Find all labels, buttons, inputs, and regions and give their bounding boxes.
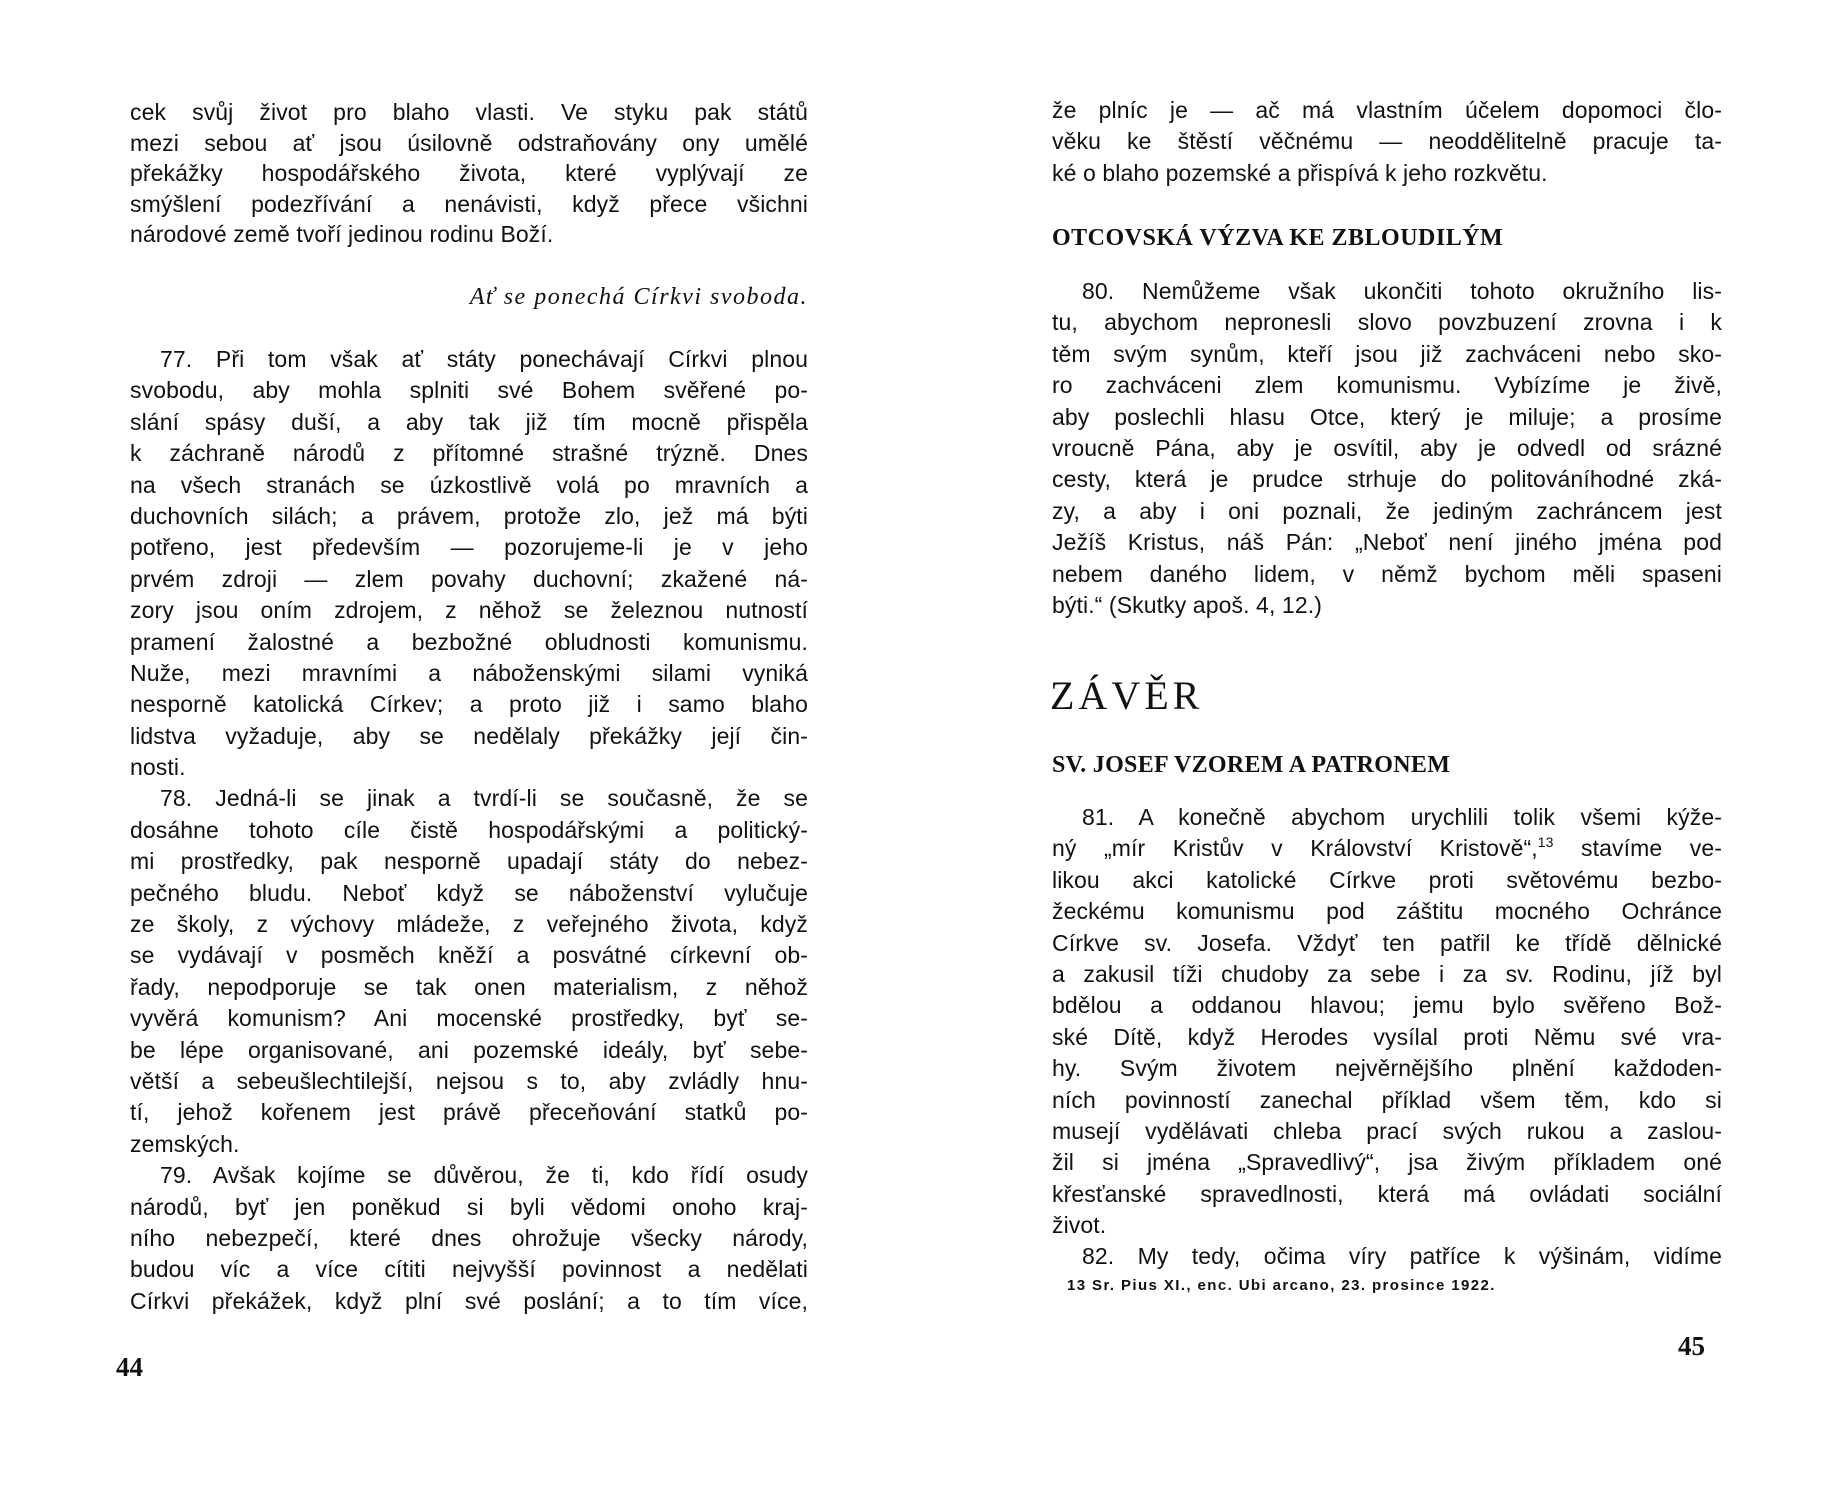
text-line: 78. Jedná-li se jinak a tvrdí-li se současně, že se — [160, 785, 808, 812]
text-line: pramení žalostné a bezbožné obludnosti komunismu. — [130, 628, 808, 655]
text-line: k záchraně národů z přítomné strašné trýzně. Dnes — [130, 440, 808, 467]
text-line: mezi sebou ať jsou úsilovně odstraňovány ony umělé — [130, 129, 808, 156]
text-line: aby poslechli hlasu Otce, který je miluje; a prosíme — [1052, 403, 1722, 430]
text-line: věku ke štěstí věčnému — neoddělitelně pracuje ta- — [1052, 128, 1722, 155]
text-line: slání spásy duší, a aby tak již tím mocně přispěla — [130, 408, 808, 435]
text-line: křesťanské spravedlnosti, která má ovládati sociální — [1052, 1180, 1722, 1207]
text-line: 77. Při tom však ať státy ponechávají Církvi plnou — [160, 346, 808, 372]
text-line: ný „mír Kristův v Království Kristově“,$^{13}$ stavíme ve- — [1052, 834, 1722, 862]
paragraph-80 — [1052, 276, 1722, 621]
text-line: Církve sv. Josefa. Vždyť ten patřil ke třídě dělnické — [1052, 929, 1722, 956]
paragraphs-77-79 — [130, 344, 808, 1317]
text-line: dosáhne tohoto cíle čistě hospodářskými a politický- — [130, 816, 808, 843]
text-line: zory jsou oním zdrojem, z něhož se železnou nutností — [130, 597, 808, 624]
text-line: ních povinností zanechal příklad všem těm, kdo si — [1052, 1086, 1722, 1113]
text-line: svobodu, aby mohla splniti své Bohem svěřené po- — [130, 377, 808, 404]
text-line: a zakusil tíži chudoby za sebe i za sv. Rodinu, jíž byl — [1052, 960, 1722, 987]
footnote-marker: 13 — [1537, 834, 1554, 851]
paragraph-79 — [130, 1160, 808, 1317]
continued-paragraph — [130, 97, 808, 250]
text-line: Církvi překážek, když plní své poslání; a to tím více, — [130, 1287, 808, 1314]
text-line: národů, byť jen poněkud si byli vědomi onoho kraj- — [130, 1193, 808, 1220]
text-line: be lépe organisované, ani pozemské ideály, byť sebe- — [130, 1036, 808, 1063]
text-line: ro zachváceni zlem komunismu. Vybízíme je živě, — [1052, 372, 1722, 399]
section-subheading: Ať se ponechá Církvi svoboda. — [469, 284, 808, 310]
text-line: ské Dítě, když Herodes vysílal proti Němu své vra- — [1052, 1023, 1722, 1050]
text-line: pečného bludu. Neboť když se náboženství vylučuje — [130, 879, 808, 906]
text-line: Nuže, mezi mravními a náboženskými silami vyniká — [130, 659, 808, 686]
text-line: prvém zdroji — zlem povahy duchovní; zkažené ná- — [130, 565, 808, 592]
text-line: duchovních silách; a právem, protože zlo, jež má býti — [130, 502, 808, 529]
text-line: tí, jehož kořenem jest právě přeceňování statků po- — [130, 1099, 808, 1126]
text-line: větší a sebeušlechtilejší, nejsou s to, aby zvládly hnu- — [130, 1067, 808, 1094]
text-line: lidstva vyžaduje, aby se nedělaly překážky její čin- — [130, 722, 808, 749]
text-line: smýšlení podezřívání a nenávisti, když přece všichni — [130, 190, 808, 217]
section-heading: OTCOVSKÁ VÝZVA KE ZBLOUDILÝM — [1052, 225, 1504, 251]
paragraph-81 — [1052, 802, 1722, 1241]
footnote: 13 Sr. Pius XI., enc. Ubi arcano, 23. prosince 1922. — [1067, 1277, 1496, 1294]
paragraphs-81-82 — [1052, 802, 1722, 1273]
text-line: býti.“ (Skutky apoš. 4, 12.) — [1052, 591, 1322, 618]
text-line: mi prostředky, pak nesporně upadají státy do nebez- — [130, 848, 808, 875]
text-line: musejí vydělávati chleba prací svých rukou a zaslou- — [1052, 1117, 1722, 1144]
continued-paragraph — [1052, 95, 1722, 189]
text-line: nebem daného lidem, v němž bychom měli spaseni — [1052, 560, 1722, 587]
text-line: ké o blaho pozemské a přispívá k jeho rozkvětu. — [1052, 159, 1548, 186]
text-line: nosti. — [130, 754, 186, 781]
section-heading: SV. JOSEF VZOREM A PATRONEM — [1052, 752, 1451, 778]
paragraph-82 — [1052, 1241, 1722, 1272]
text-line: budou víc a více cítiti nejvyšší povinnost a nedělati — [130, 1256, 808, 1283]
text-line: likou akci katolické Církve proti světovému bezbo- — [1052, 866, 1722, 893]
page-number: 45 — [1678, 1331, 1705, 1361]
text-line: život. — [1052, 1212, 1107, 1239]
text-line: těm svým synům, kteří jsou již zachváceni nebo sko- — [1052, 340, 1722, 367]
page-number: 44 — [116, 1352, 143, 1382]
text-line: 80. Nemůžeme však ukončiti tohoto okružního lis- — [1082, 278, 1722, 304]
text-line: řady, nepodporuje se tak onen materialism, z něhož — [130, 973, 808, 1000]
text-line: ze školy, z výchovy mládeže, z veřejného života, když — [130, 911, 808, 938]
text-line: národové země tvoří jedinou rodinu Boží. — [130, 221, 554, 247]
chapter-title: ZÁVĚR — [1050, 673, 1204, 718]
text-line: žeckému komunismu pod záštitu mocného Ochránce — [1052, 898, 1722, 925]
text-line: se vydávají v posměch kněží a posvátné církevní ob- — [130, 942, 808, 969]
text-line: cesty, která je prudce strhuje do politováníhodné zká- — [1052, 466, 1722, 493]
text-line: cek svůj život pro blaho vlasti. Ve styku pak států — [130, 99, 808, 125]
text-line: ního nebezpečí, které dnes ohrožuje všecky národy, — [130, 1224, 808, 1251]
text-line: vroucně Pána, aby je osvítil, aby je odvedl od srázné — [1052, 434, 1722, 461]
text-line: nesporně katolická Církev; a proto již i samo blaho — [130, 691, 808, 718]
paragraph-77 — [130, 344, 808, 783]
text-line: Ježíš Kristus, náš Pán: „Neboť není jiného jména pod — [1052, 529, 1722, 556]
text-line: překážky hospodářského života, které vyplývají ze — [130, 160, 808, 186]
text-line: žil si jména „Spravedlivý“, jsa živým příkladem oné — [1052, 1149, 1722, 1176]
text-line: vyvěrá komunism? Ani mocenské prostředky, byť se- — [130, 1005, 808, 1032]
text-line: že plníc je — ač má vlastním účelem dopomoci člo- — [1052, 97, 1722, 123]
text-line: 82. My tedy, očima víry patříce k výšinám, vidíme — [1082, 1243, 1722, 1270]
text-line: tu, abychom nepronesli slovo povzbuzení zrovna i k — [1052, 309, 1722, 336]
text-line: 79. Avšak kojíme se důvěrou, že ti, kdo řídí osudy — [160, 1162, 808, 1189]
text-line: zy, a aby i oni poznali, že jediným zachráncem jest — [1052, 497, 1722, 524]
text-line: 81. A konečně abychom urychlili tolik všemi kýže- — [1082, 804, 1722, 830]
text-line: na všech stranách se úzkostlivě volá po mravních a — [130, 471, 808, 498]
text-line: potřeno, jest především — pozorujeme-li je v jeho — [130, 534, 808, 561]
right-page — [914, 0, 1828, 1500]
paragraph-78 — [130, 783, 808, 1160]
text-line: bdělou a oddanou hlavou; jemu bylo svěřeno Bož- — [1052, 992, 1722, 1019]
text-line: hy. Svým životem nejvěrnějšího plnění každoden- — [1052, 1055, 1722, 1082]
text-line: zemských. — [130, 1130, 240, 1157]
